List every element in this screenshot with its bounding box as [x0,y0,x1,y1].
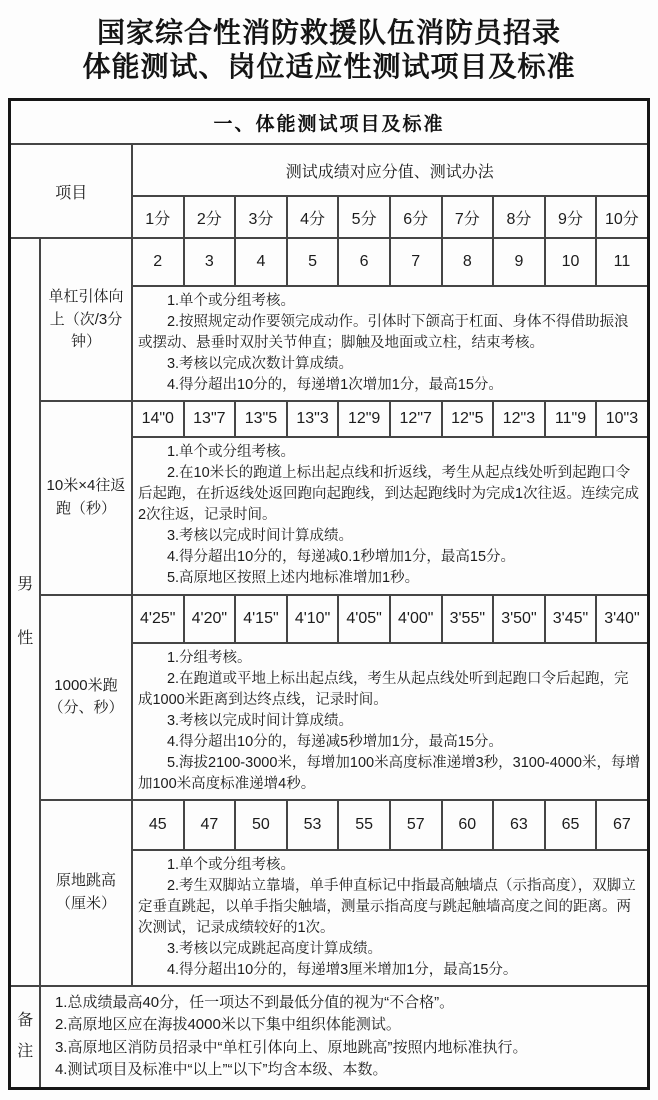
remarks-text-line: 3.高原地区消防员招录中“单杠引体向上、原地跳高”按照内地标准执行。 [54,1038,528,1056]
score-value-cell: 3'50" [493,595,545,643]
score-value-cell: 4'15" [235,595,287,643]
method-text-line: 3.考核以完成时间计算成绩。 [166,712,354,729]
method-text-line: 4.得分超出10分的，每递增3厘米增加1分，最高15分。 [166,961,518,978]
remarks-text-line: 1.总成绩最高40分，任一项达不到最低分值的视为“不合格”。 [54,993,455,1011]
score-value-cell: 2 [132,238,184,286]
method-text-line: 3.考核以完成时间计算成绩。 [166,528,354,545]
score-value-cell: 12"9 [338,401,390,437]
remarks-text-line: 2.高原地区应在海拔4000米以下集中组织体能测试。 [54,1016,401,1034]
section-header: 一、体能测试项目及标准 [10,100,648,145]
score-column-header: 2分 [184,196,236,238]
method-text-line: 1.单个或分组考核。 [166,444,296,461]
gender-label: 男性 [17,575,34,647]
remarks-text-line: 4.测试项目及标准中“以上”“以下”均含本级、本数。 [54,1061,388,1079]
score-value-cell: 4'10" [287,595,339,643]
exercise-values-row [10,595,648,643]
score-value-cell: 6 [338,238,390,286]
column-header-row [10,144,648,196]
method-text-cell [132,850,648,986]
score-column-header: 10分 [596,196,648,238]
score-method-header-cell: 测试成绩对应分值、测试办法 [132,144,648,196]
score-value-cell: 10 [545,238,597,286]
method-text-line: 5.海拔2100-3000米，每增加100米高度标准递增3秒，3100-4000米，每增加100米高度标准递增4秒。 [137,754,640,792]
score-value-cell: 10"3 [596,401,648,437]
remarks-text-cell [40,986,648,1089]
project-header-cell: 项目 [10,144,132,238]
fitness-standards-table [8,98,649,1089]
score-value-cell: 47 [184,800,236,850]
exercise-values-row [10,401,648,437]
method-text-line: 1.单个或分组考核。 [166,293,296,310]
method-text-line: 1.分组考核。 [166,649,252,666]
score-value-cell: 4 [235,238,287,286]
method-text-line: 2.在10米长的跑道上标出起点线和折返线，考生从起点线处听到起跑口令后起跑，在折返线处返回跑向起跑线，到达起跑线时为完成1次往返。连续完成2次往返，记录时间。 [137,465,640,524]
score-value-cell: 3'55" [442,595,494,643]
exercise-values-row [10,800,648,850]
score-value-cell: 5 [287,238,339,286]
score-value-cell: 4'05" [338,595,390,643]
score-value-cell: 13"5 [235,401,287,437]
score-value-cell: 11 [596,238,648,286]
page-title [0,0,658,84]
method-text-line: 2.在跑道或平地上标出起点线，考生从起点线处听到起跑口令后起跑，完成1000米距离到达终点线，记录时间。 [137,670,629,708]
exercise-name-cell: 1000米跑（分、秒） [40,595,132,800]
exercise-name-cell: 原地跳高（厘米） [40,800,132,986]
score-column-header: 8分 [493,196,545,238]
method-text-line: 2.按照规定动作要领完成动作。引体时下颌高于杠面、身体不得借助振浪或摆动、悬垂时双肘关节伸直；脚触及地面或立柱，结束考核。 [137,314,629,352]
score-value-cell: 53 [287,800,339,850]
score-value-cell: 67 [596,800,648,850]
score-column-header: 6分 [390,196,442,238]
score-column-header: 1分 [132,196,184,238]
exercise-values-row [10,238,648,286]
score-value-cell: 65 [545,800,597,850]
score-value-cell: 7 [390,238,442,286]
score-column-header: 4分 [287,196,339,238]
page-title-line2: 体能测试、岗位适应性测试项目及标准 [82,51,576,83]
score-value-cell: 8 [442,238,494,286]
score-value-cell: 4'00" [390,595,442,643]
exercise-name-cell: 10米×4往返跑（秒） [40,401,132,594]
score-value-cell: 4'25" [132,595,184,643]
score-value-cell: 12"7 [390,401,442,437]
remarks-label: 备注 [17,1012,34,1060]
method-text-cell [132,286,648,401]
score-value-cell: 57 [390,800,442,850]
method-text-line: 2.考生双脚站立靠墙，单手伸直标记中指最高触墙点（示指高度），双脚立定垂直跳起，以单手指尖触墙，测量示指高度与跳起触墙高度之间的距离。两次测试，记录成绩较好的1次。 [137,877,636,936]
score-value-cell: 12"5 [442,401,494,437]
method-text-line: 3.考核以完成次数计算成绩。 [166,356,354,373]
score-value-cell: 50 [235,800,287,850]
section-header-row [10,100,648,145]
score-value-cell: 9 [493,238,545,286]
method-text-line: 4.得分超出10分的，每递减5秒增加1分，最高15分。 [166,733,503,750]
method-text-cell [132,643,648,800]
method-text-line: 1.单个或分组考核。 [166,856,296,873]
score-value-cell: 63 [493,800,545,850]
score-value-cell: 45 [132,800,184,850]
score-value-cell: 14"0 [132,401,184,437]
method-text-line: 3.考核以完成跳起高度计算成绩。 [166,940,383,957]
page-title-line1: 国家综合性消防救援队伍消防员招录 [96,17,561,48]
remarks-row [10,986,648,1089]
method-text-cell [132,437,648,594]
score-value-cell: 13"7 [184,401,236,437]
score-value-cell: 12"3 [493,401,545,437]
score-value-cell: 4'20" [184,595,236,643]
score-value-cell: 11"9 [545,401,597,437]
score-column-header: 5分 [338,196,390,238]
score-value-cell: 60 [442,800,494,850]
gender-cell [10,238,40,985]
score-value-cell: 3'45" [545,595,597,643]
score-column-header: 7分 [442,196,494,238]
remarks-label-cell [10,986,40,1089]
score-value-cell: 13"3 [287,401,339,437]
score-value-cell: 3'40" [596,595,648,643]
score-column-header: 3分 [235,196,287,238]
score-column-header: 9分 [545,196,597,238]
method-text-line: 4.得分超出10分的，每递减0.1秒增加1分，最高15分。 [166,549,516,566]
method-text-line: 5.高原地区按照上述内地标准增加1秒。 [166,570,420,587]
method-text-line: 4.得分超出10分的，每递增1次增加1分，最高15分。 [166,377,503,394]
score-value-cell: 3 [184,238,236,286]
score-value-cell: 55 [338,800,390,850]
exercise-name-cell: 单杠引体向上（次/3分钟） [40,238,132,401]
